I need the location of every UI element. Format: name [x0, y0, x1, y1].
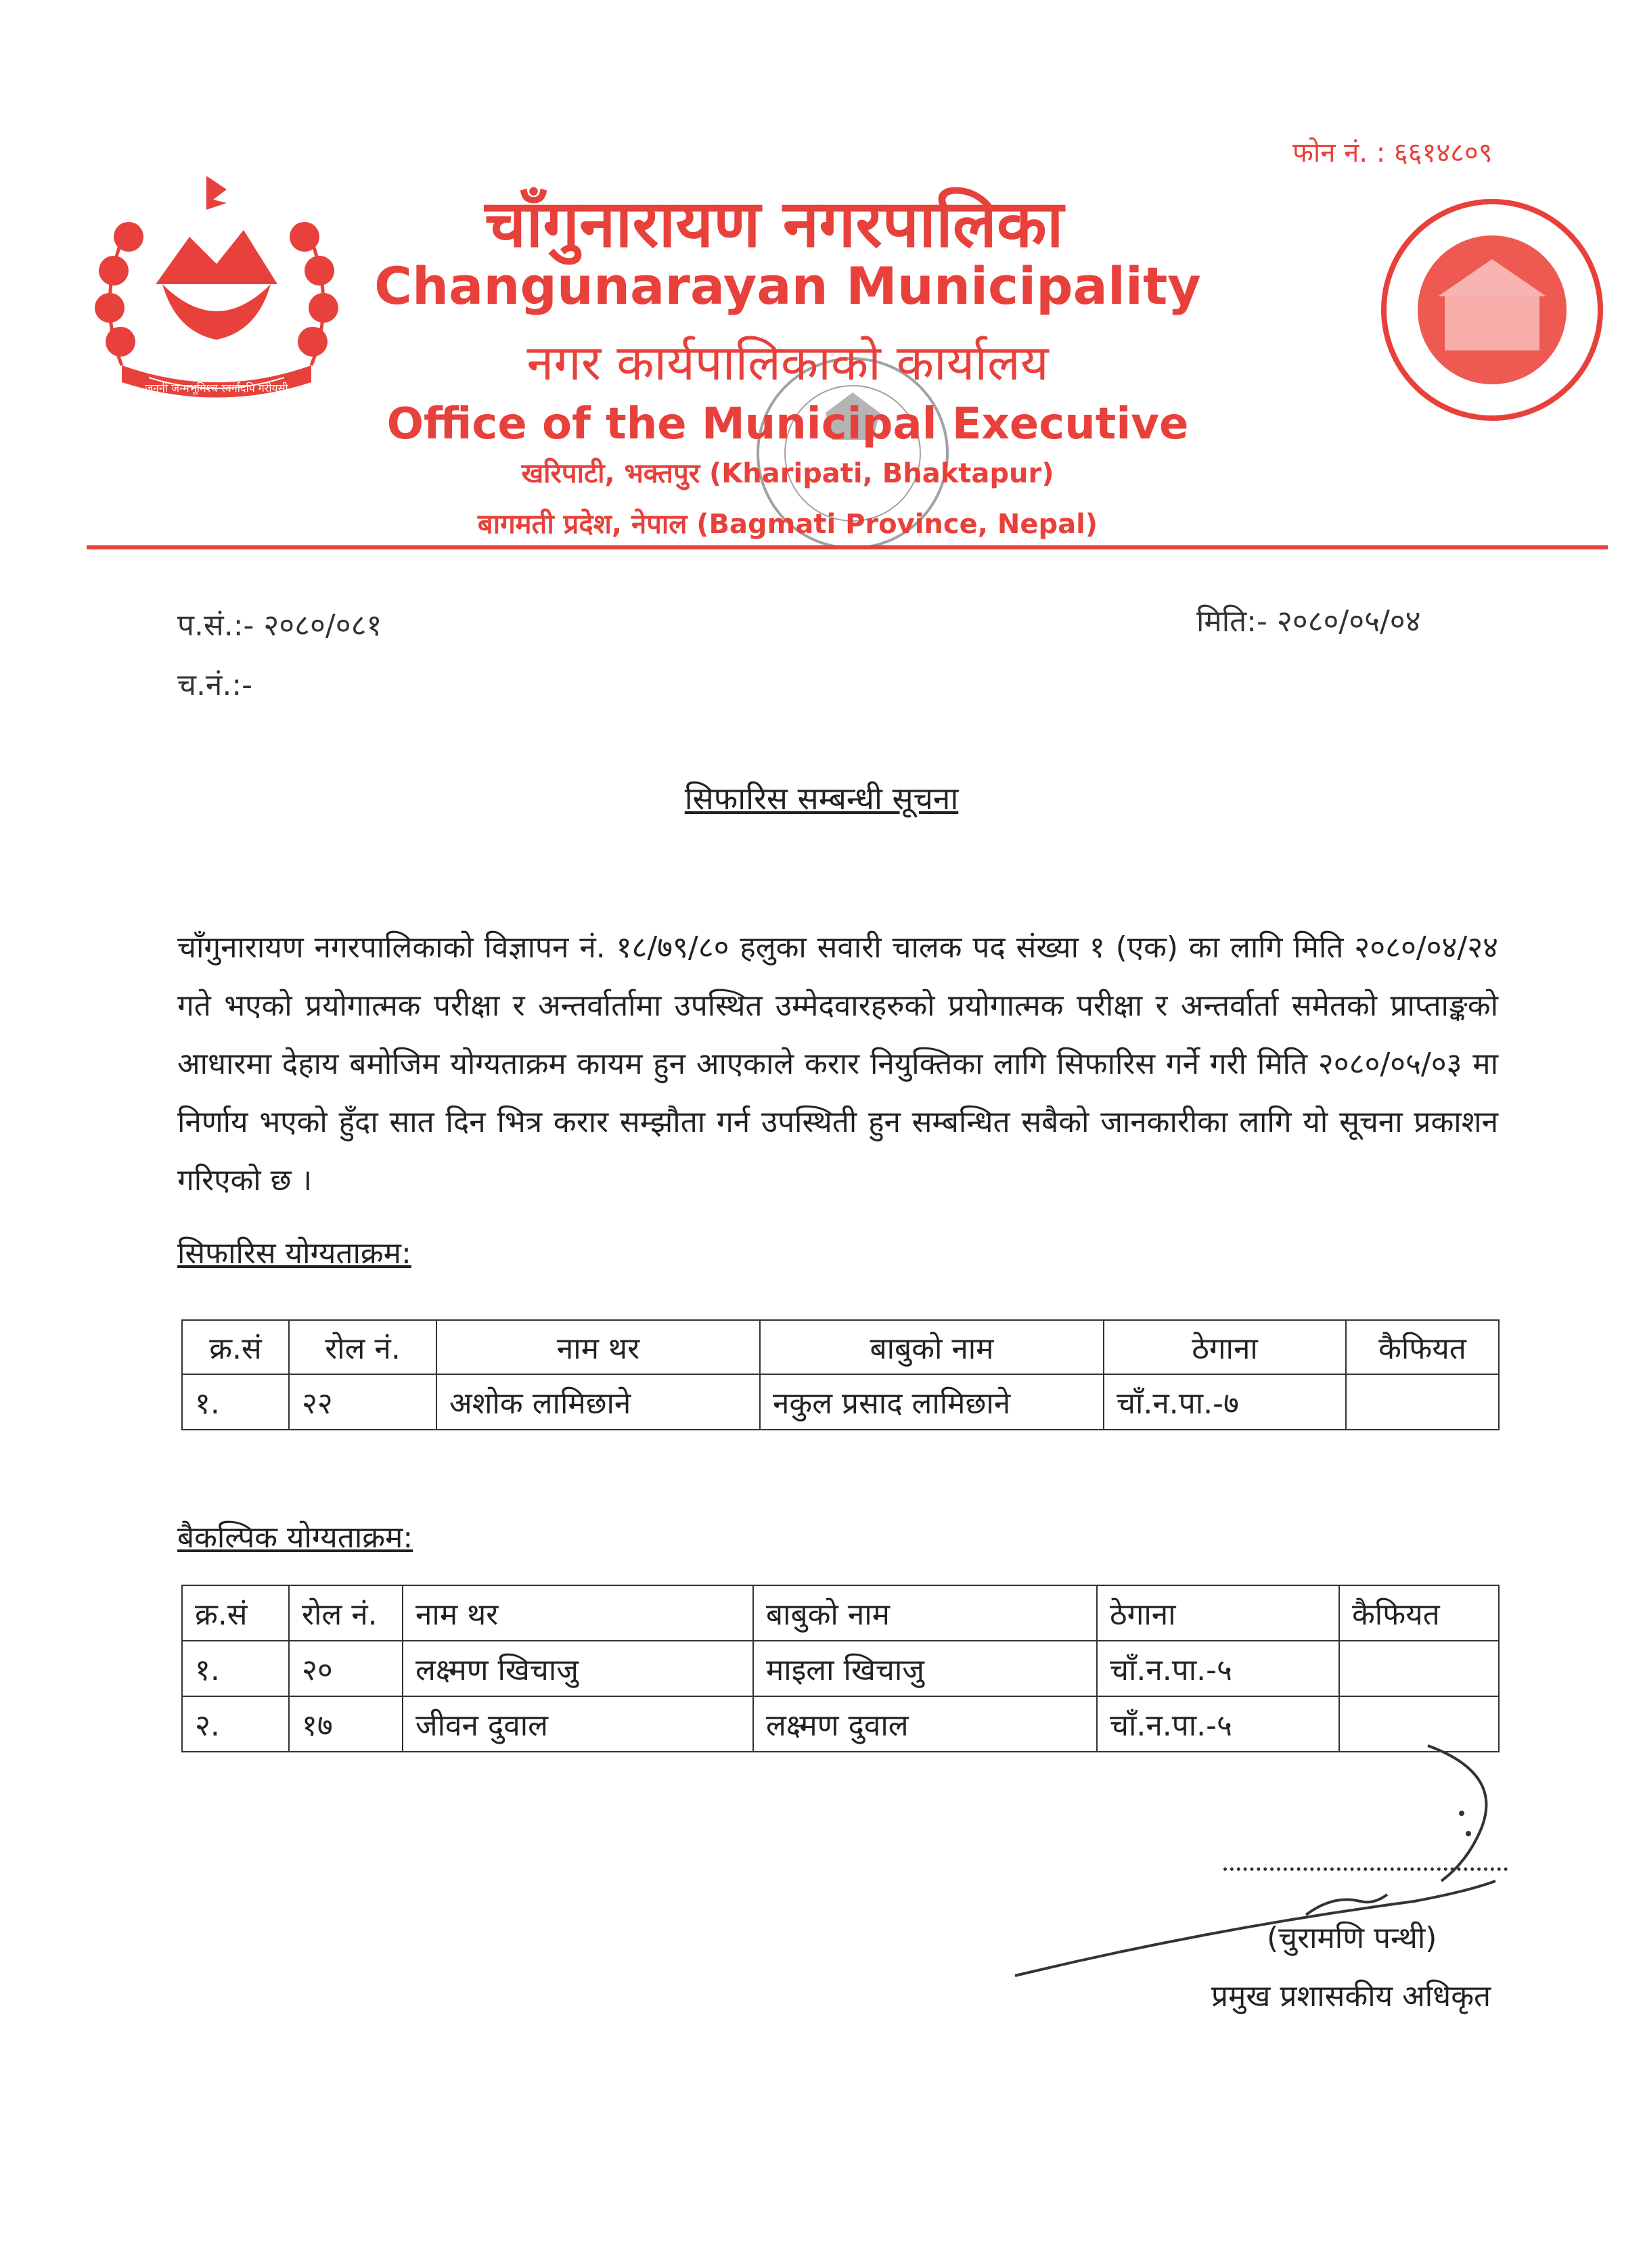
col-header-sn: क्र.सं [182, 1585, 289, 1641]
cell-name: अशोक लामिछाने [436, 1374, 760, 1430]
cell-remarks [1346, 1374, 1499, 1430]
letter-date: मिति:- २०८०/०५/०४ [1196, 604, 1421, 639]
header-divider [87, 545, 1608, 549]
table-row [182, 1374, 1499, 1430]
col-header-name: नाम थर [403, 1585, 753, 1641]
col-header-name: नाम थर [436, 1320, 760, 1374]
cell-father: नकुल प्रसाद लामिछाने [760, 1374, 1104, 1430]
dispatch-number: च.नं.:- [177, 668, 253, 702]
cell-roll: २० [289, 1641, 403, 1696]
address-line-1: खरिपाटी, भक्तपुर (Kharipati, Bhaktapur) [521, 458, 1054, 489]
cell-roll: २२ [289, 1374, 436, 1430]
phone-number: फोन नं. : ६६१४८०९ [1292, 137, 1493, 168]
signature-line [1223, 1867, 1508, 1871]
alternate-merit-table [181, 1585, 1500, 1752]
notice-title: सिफारिस सम्बन्धी सूचना [684, 780, 959, 817]
col-header-roll: रोल नं. [289, 1320, 436, 1374]
table-header-row [182, 1320, 1499, 1374]
recommended-merit-table [181, 1319, 1500, 1430]
municipality-name-nepali: चाँगुनारायण नगरपालिका [485, 186, 1064, 262]
col-header-father: बाबुको नाम [760, 1320, 1104, 1374]
cell-remarks [1339, 1641, 1499, 1696]
alternate-merit-title: बैकल्पिक योग्यताक्रम: [177, 1520, 413, 1555]
office-name-nepali: नगर कार्यपालिकाको कार्यालय [526, 334, 1049, 391]
office-name-english: Office of the Municipal Executive [386, 399, 1189, 449]
emblem-motto: जननी जन्मभूमिश्च स्वर्गादपि गरीयसी [145, 382, 288, 394]
cell-father: लक्ष्मण दुवाल [753, 1696, 1097, 1752]
col-header-address: ठेगाना [1097, 1585, 1339, 1641]
reference-number: प.सं.:- २०८०/०८१ [177, 608, 382, 643]
cell-address: चाँ.न.पा.-५ [1097, 1696, 1339, 1752]
signatory-name: (चुरामणि पन्थी) [1267, 1921, 1437, 1955]
table-header-row [182, 1585, 1499, 1641]
col-header-address: ठेगाना [1104, 1320, 1346, 1374]
cell-address: चाँ.न.पा.-७ [1104, 1374, 1346, 1430]
col-header-roll: रोल नं. [289, 1585, 403, 1641]
address-line-2: बागमती प्रदेश, नेपाल (Bagmati Province, Nepal) [477, 509, 1098, 540]
col-header-father: बाबुको नाम [753, 1585, 1097, 1641]
signatory-title: प्रमुख प्रशासकीय अधिकृत [1211, 1979, 1491, 2014]
table-row [182, 1641, 1499, 1696]
col-header-remarks: कैफियत [1346, 1320, 1499, 1374]
cell-name: जीवन दुवाल [403, 1696, 753, 1752]
col-header-sn: क्र.सं [182, 1320, 289, 1374]
cell-sn: २. [182, 1696, 289, 1752]
municipality-name-english: Changunarayan Municipality [374, 256, 1201, 316]
col-header-remarks: कैफियत [1339, 1585, 1499, 1641]
cell-address: चाँ.न.पा.-५ [1097, 1641, 1339, 1696]
cell-name: लक्ष्मण खिचाजु [403, 1641, 753, 1696]
cell-sn: १. [182, 1374, 289, 1430]
handwritten-signature-icon [1008, 1732, 1523, 1989]
recommended-merit-title: सिफारिस योग्यताक्रम: [177, 1236, 411, 1271]
cell-roll: १७ [289, 1696, 403, 1752]
notice-body: चाँगुनारायण नगरपालिकाको विज्ञापन नं. १८/७९/८० हलुका सवारी चालक पद संख्या १ (एक) का लागि मिति २०८०/०४/२४ गते भएको प्रयोगात्मक परीक्षा र अन्तर्वार्तामा उपस्थित उम्मेदवारहरुको प्रयोगात्मक परीक्षा र अन्तर्वार्ता समेतको प्राप्ताङ्कको आधारमा देहाय बमोजिम योग्यताक्रम कायम हुन आएकाले करार नियुक्तिका लागि सिफारिस गर्ने गरी मिति २०८०/०५/०३ मा निर्णाय भएको हुँदा सात दिन भित्र करार सम्झौता गर्न उपस्थिती हुन सम्बन्धित सबैको जानकारीका लागि यो सूचना प्रकाशन गरिएको छ । [177, 930, 1498, 1198]
cell-father: माइला खिचाजु [753, 1641, 1097, 1696]
cell-sn: १. [182, 1641, 289, 1696]
